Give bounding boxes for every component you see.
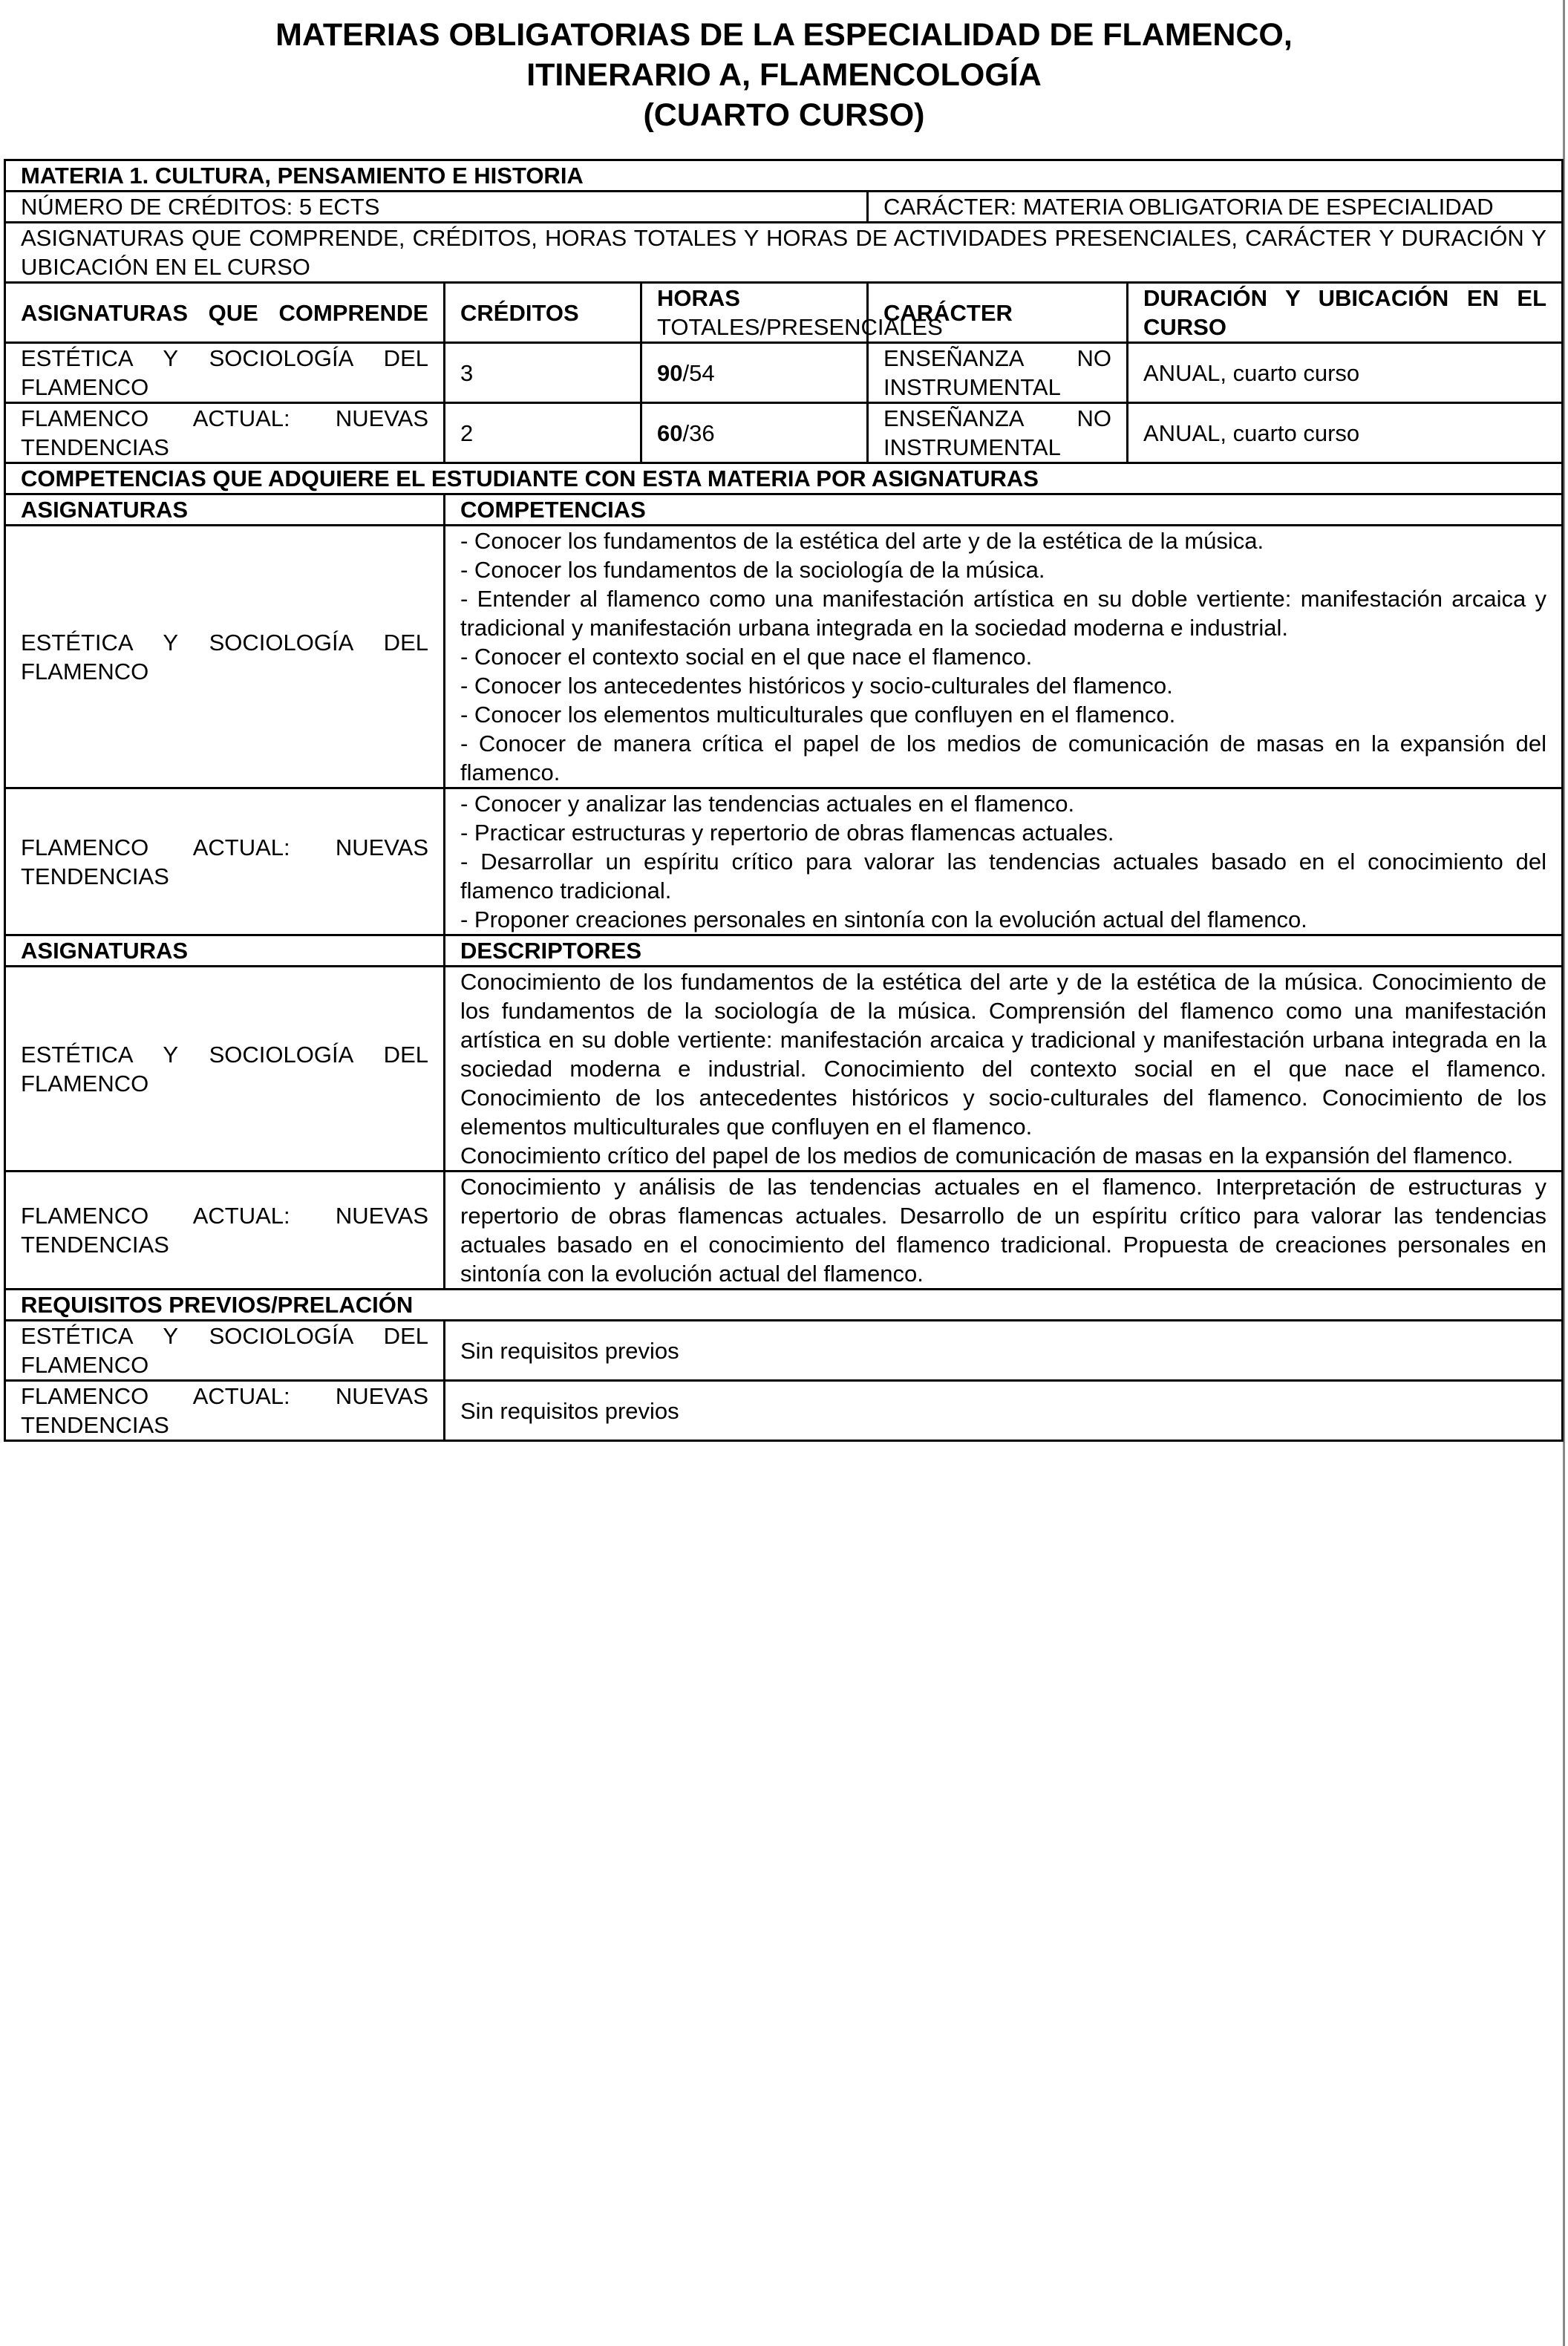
competencia-item: - Conocer los fundamentos de la sociología de la música. [460,557,1045,583]
competencia-item: - Conocer de manera crítica el papel de los medios de comunicación de masas en la expansión del flamenco. [460,731,1547,785]
requisitos-asignatura: FLAMENCO ACTUAL: NUEVAS TENDENCIAS [5,1381,445,1441]
subject-caracter: ENSEÑANZA NO INSTRUMENTAL [868,343,1128,403]
header-duracion: DURACIÓN Y UBICACIÓN EN EL CURSO [1128,283,1563,343]
competencia-item: - Conocer los fundamentos de la estética del arte y de la estética de la música. [460,528,1264,554]
competencia-item: - Conocer y analizar las tendencias actuales en el flamenco. [460,791,1075,817]
descriptores-text [445,967,1563,1172]
materia-name: MATERIA 1. CULTURA, PENSAMIENTO E HISTORIA [5,160,1563,192]
competencias-title-row [5,463,1563,494]
descriptores-header-row [5,935,1563,967]
subject-row [5,343,1563,403]
requisitos-value: Sin requisitos previos [445,1381,1563,1441]
subject-horas [641,343,868,403]
header-creditos: CRÉDITOS [445,283,641,343]
requisitos-row [5,1381,1563,1441]
asignaturas-intro-row [5,223,1563,283]
subject-asignatura: FLAMENCO ACTUAL: NUEVAS TENDENCIAS [5,403,445,463]
header-horas-sub: TOTALES/PRESENCIALES [657,314,943,340]
competencias-header-row [5,494,1563,526]
requisitos-title-row [5,1290,1563,1321]
competencias-row [5,526,1563,788]
subject-row [5,403,1563,463]
header-horas-label: HORAS [657,285,740,311]
competencia-item: - Conocer los elementos multiculturales que confluyen en el flamenco. [460,702,1176,728]
competencias-row [5,788,1563,935]
competencia-item: - Conocer los antecedentes históricos y socio-culturales del flamenco. [460,673,1173,699]
asignaturas-intro: ASIGNATURAS QUE COMPRENDE, CRÉDITOS, HORAS TOTALES Y HORAS DE ACTIVIDADES PRESENCIALES, CARÁCTER Y DURACIÓN Y UBICACIÓN EN EL CURSO [5,223,1563,283]
competencias-col-asignaturas: ASIGNATURAS [5,494,445,526]
competencia-item: - Entender al flamenco como una manifestación artística en su doble vertiente: manifestación arcaica y tradicional y manifestación urbana integrada en la sociedad moderna e industrial. [460,586,1547,641]
header-asignaturas: ASIGNATURAS QUE COMPRENDE [5,283,445,343]
competencia-item: - Conocer el contexto social en el que nace el flamenco. [460,644,1033,670]
subject-horas-totales: 60 [657,419,683,446]
title-line-3: (CUARTO CURSO) [643,97,925,133]
requisitos-title: REQUISITOS PREVIOS/PRELACIÓN [5,1290,1563,1321]
header-horas [641,283,943,343]
competencias-col-competencias: COMPETENCIAS [445,494,1563,526]
requisitos-asignatura: ESTÉTICA Y SOCIOLOGÍA DEL FLAMENCO [5,1321,445,1381]
competencias-title: COMPETENCIAS QUE ADQUIERE EL ESTUDIANTE CON ESTA MATERIA POR ASIGNATURAS [5,463,1563,494]
descriptores-asignatura: FLAMENCO ACTUAL: NUEVAS TENDENCIAS [5,1172,445,1290]
subject-horas-presenciales: /54 [682,359,715,386]
competencia-item: - Practicar estructuras y repertorio de obras flamencas actuales. [460,820,1114,846]
title-line-1: MATERIAS OBLIGATORIAS DE LA ESPECIALIDAD DE FLAMENCO, [275,17,1293,53]
subjects-header-row [5,283,1563,343]
descriptor-paragraph: Conocimiento y análisis de las tendencias actuales en el flamenco. Interpretación de estructuras y repertorio de obras flamencas actuales. Desarrollo de un espíritu crítico para valorar las tendencias actuales basado en el conocimiento del flamenco tradicional. Propuesta de creaciones personales en sintonía con la evolución actual del flamenco. [460,1174,1547,1287]
descriptores-row [5,967,1563,1172]
title-line-2: ITINERARIO A, FLAMENCOLOGÍA [526,57,1042,93]
subject-duracion: ANUAL, cuarto curso [1128,343,1563,403]
subject-duracion: ANUAL, cuarto curso [1128,403,1563,463]
subject-horas [641,403,868,463]
competencia-item: - Proponer creaciones personales en sintonía con la evolución actual del flamenco. [460,906,1307,932]
requisitos-row [5,1321,1563,1381]
subject-asignatura: ESTÉTICA Y SOCIOLOGÍA DEL FLAMENCO [5,343,445,403]
materia-table [4,159,1564,1442]
header-caracter: CARÁCTER [868,283,1128,343]
competencia-item: - Desarrollar un espíritu crítico para valorar las tendencias actuales basado en el conocimiento del flamenco tradicional. [460,849,1547,904]
descriptor-paragraph: Conocimiento de los fundamentos de la estética del arte y de la estética de la música. Conocimiento de los fundamentos de la sociología de la música. Comprensión del flamenco como una manifestación artística en su doble vertiente: manifestación arcaica y tradicional y manifestación urbana integrada en la sociedad moderna e industrial. Conocimiento del contexto social en el que nace el flamenco. Conocimiento de los antecedentes históricos y socio-culturales del flamenco. Conocimiento de los elementos multiculturales que confluyen en el flamenco. [460,969,1547,1140]
descriptores-col-asignaturas: ASIGNATURAS [5,935,445,967]
competencias-asignatura: ESTÉTICA Y SOCIOLOGÍA DEL FLAMENCO [5,526,445,788]
subject-creditos: 3 [445,343,641,403]
competencias-list [445,526,1563,788]
materia-creditos: NÚMERO DE CRÉDITOS: 5 ECTS [5,192,868,223]
descriptor-paragraph: Conocimiento crítico del papel de los medios de comunicación de masas en la expansión del flamenco. [460,1143,1514,1169]
materia-meta-row [5,192,1563,223]
competencias-list [445,788,1563,935]
subject-caracter: ENSEÑANZA NO INSTRUMENTAL [868,403,1128,463]
competencias-asignatura: FLAMENCO ACTUAL: NUEVAS TENDENCIAS [5,788,445,935]
subject-horas-totales: 90 [657,359,683,386]
requisitos-value: Sin requisitos previos [445,1321,1563,1381]
descriptores-col-descriptores: DESCRIPTORES [445,935,1563,967]
descriptores-asignatura: ESTÉTICA Y SOCIOLOGÍA DEL FLAMENCO [5,967,445,1172]
materia-name-row [5,160,1563,192]
subject-creditos: 2 [445,403,641,463]
page-title [0,15,1568,135]
descriptores-row [5,1172,1563,1290]
materia-caracter: CARÁCTER: MATERIA OBLIGATORIA DE ESPECIALIDAD [868,192,1563,223]
subject-horas-presenciales: /36 [682,419,715,446]
descriptores-text [445,1172,1563,1290]
